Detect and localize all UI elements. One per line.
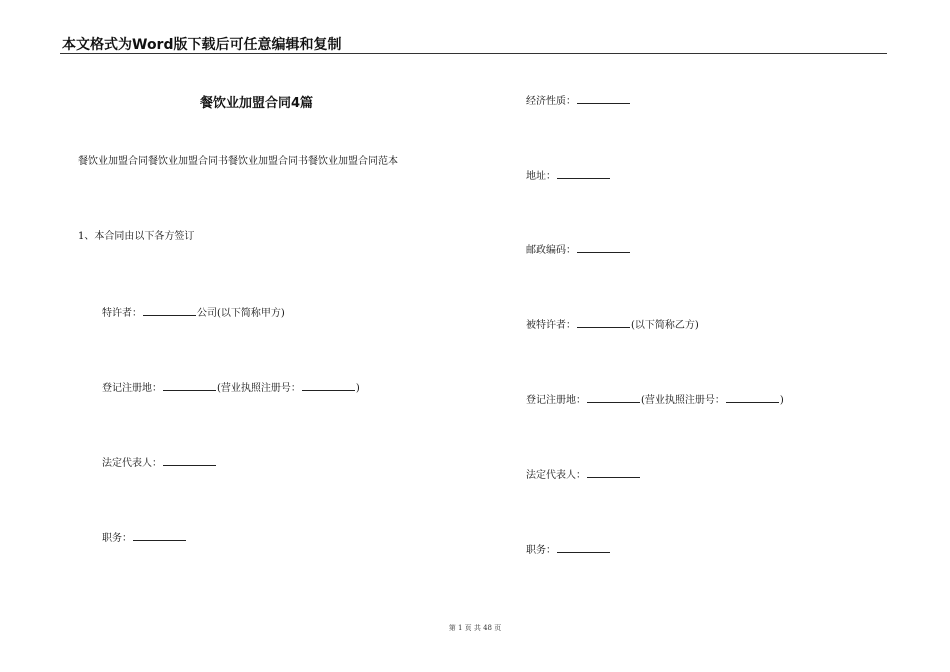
intro-line: 餐饮业加盟合同餐饮业加盟合同书餐饮业加盟合同书餐饮业加盟合同范本 xyxy=(78,156,398,167)
right-license-suffix: ) xyxy=(779,395,784,406)
left-position-line xyxy=(102,530,187,546)
left-position-blank xyxy=(133,530,186,541)
franchisor-suffix: 公司(以下简称甲方) xyxy=(197,308,285,319)
right-reg-address-blank xyxy=(587,392,640,403)
right-legal-rep-blank xyxy=(587,467,640,478)
right-legal-rep-label: 法定代表人： xyxy=(526,470,586,481)
right-license-label: (营业执照注册号： xyxy=(641,395,725,406)
page-number: 第 1 页 共 48 页 xyxy=(448,624,502,632)
left-reg-address-label: 登记注册地： xyxy=(102,383,162,394)
right-license-blank xyxy=(726,392,779,403)
left-reg-address-blank xyxy=(163,380,216,391)
address-line xyxy=(526,168,611,184)
right-position-blank xyxy=(557,542,610,553)
left-license-label: (营业执照注册号： xyxy=(217,383,301,394)
left-registration-line xyxy=(102,380,360,396)
right-reg-address-label: 登记注册地： xyxy=(526,395,586,406)
right-registration-line xyxy=(526,392,784,408)
franchisor-label: 特许者： xyxy=(102,308,142,319)
franchisee-suffix: (以下简称乙方) xyxy=(631,320,699,331)
postcode-label: 邮政编码： xyxy=(526,245,576,256)
postcode-blank xyxy=(577,242,630,253)
economic-nature-blank xyxy=(577,93,630,104)
section-1-heading: 1、本合同由以下各方签订 xyxy=(78,231,195,242)
economic-nature-line xyxy=(526,93,631,109)
franchisee-label: 被特许者： xyxy=(526,320,576,331)
left-legal-rep-label: 法定代表人： xyxy=(102,458,162,469)
left-license-blank xyxy=(302,380,355,391)
left-license-suffix: ) xyxy=(355,383,360,394)
document-title: 餐饮业加盟合同4篇 xyxy=(200,96,314,111)
left-legal-rep-blank xyxy=(163,455,216,466)
header-divider xyxy=(60,53,887,54)
franchisee-line xyxy=(526,317,699,333)
right-position-line xyxy=(526,542,611,558)
header-text: 本文格式为Word版下载后可任意编辑和复制 xyxy=(62,37,342,53)
right-legal-rep-line xyxy=(526,467,641,483)
address-label: 地址： xyxy=(526,171,556,182)
address-blank xyxy=(557,168,610,179)
left-legal-rep-line xyxy=(102,455,217,471)
right-position-label: 职务： xyxy=(526,545,556,556)
franchisee-blank xyxy=(577,317,630,328)
economic-nature-label: 经济性质： xyxy=(526,96,576,107)
franchisor-line xyxy=(102,305,285,321)
franchisor-blank xyxy=(143,305,196,316)
left-position-label: 职务： xyxy=(102,533,132,544)
postcode-line xyxy=(526,242,631,258)
